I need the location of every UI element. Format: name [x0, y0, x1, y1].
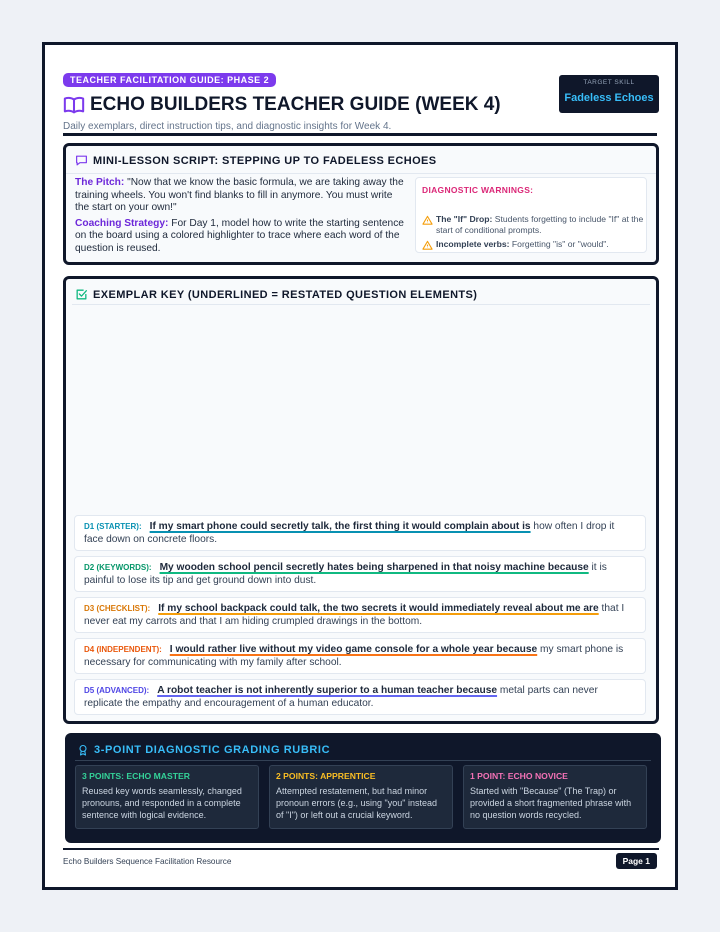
exemplar-tag: D5 (ADVANCED): [84, 686, 150, 695]
warning-text [436, 214, 644, 235]
exemplar-divider [72, 304, 650, 305]
target-skill-value: Fadeless Echoes [564, 92, 654, 104]
open-book-icon [63, 94, 85, 116]
exemplar-day-2 [74, 556, 646, 592]
rubric-heading-text: 3-POINT DIAGNOSTIC GRADING RUBRIC [94, 744, 331, 756]
rubric-level-description: Started with "Because" (The Trap) or provided a short fragmented phrase with no question words recycled. [470, 786, 632, 820]
exemplar-key-card [63, 276, 659, 724]
rubric-level-description: Attempted restatement, but had minor pronoun errors (e.g., using "you" instead of "I") or left out a crucial keyword. [276, 786, 437, 820]
exemplar-tag: D4 (INDEPENDENT): [84, 645, 162, 654]
phase-badge: TEACHER FACILITATION GUIDE: PHASE 2 [63, 73, 276, 87]
mini-lesson-heading [75, 154, 437, 167]
award-ribbon-icon [77, 744, 89, 756]
page-subtitle: Daily exemplars, direct instruction tips, and diagnostic insights for Week 4. [63, 121, 392, 132]
warning-triangle-icon [422, 215, 433, 226]
coaching-label: Coaching Strategy: [75, 217, 169, 229]
pitch-text: "Now that we know the basic formula, we are taking away the training wheels. You won't find blanks to fill in anymore. You must write the start on your own!" [75, 177, 404, 214]
warning-triangle-icon [422, 240, 433, 251]
rubric-level-description: Reused key words seamlessly, changed pronouns, and responded in a complete sentence with logical evidence. [82, 786, 242, 820]
warning-item [422, 239, 644, 251]
exemplar-restated-part: I would rather live without my video game console for a whole year because [169, 644, 538, 655]
mini-lesson-script [75, 177, 405, 259]
exemplar-answer-part: how often I drop it face down on concrete floors. [84, 521, 615, 545]
exemplar-answer-part: it is painful to lose its tip and get ground down into dust. [84, 562, 607, 586]
target-skill-box [559, 75, 659, 113]
rubric-level-title: 2 POINTS: APPRENTICE [276, 771, 376, 781]
header-divider [63, 133, 657, 136]
mini-lesson-card [63, 143, 659, 265]
rubric-divider [75, 760, 651, 761]
pitch-paragraph [75, 177, 405, 215]
page-title: ECHO BUILDERS TEACHER GUIDE (WEEK 4) [90, 94, 501, 115]
footer-text: Echo Builders Sequence Facilitation Resource [63, 857, 232, 866]
exemplar-restated-part: A robot teacher is not inherently superior to a human teacher because [157, 685, 498, 696]
exemplar-day-1 [74, 515, 646, 551]
warning-description: Students forgetting to include "If" at the start of conditional prompts. [436, 214, 644, 235]
rubric-level-1 [463, 765, 647, 829]
warning-item [422, 214, 644, 235]
footer-divider [63, 848, 659, 850]
mini-lesson-heading-text: MINI-LESSON SCRIPT: STEPPING UP TO FADELESS ECHOES [93, 154, 437, 167]
exemplar-day-3 [74, 597, 646, 633]
mini-lesson-divider [66, 173, 656, 174]
rubric-heading [77, 744, 330, 756]
coaching-paragraph [75, 218, 405, 256]
warning-label: Incomplete verbs: [436, 239, 510, 249]
exemplar-key-heading [75, 288, 477, 301]
exemplar-key-heading-text: EXEMPLAR KEY (UNDERLINED = RESTATED QUESTION ELEMENTS) [93, 288, 478, 301]
exemplar-answer-part: metal parts can never replicate the empathy and encouragement of a human educator. [84, 685, 598, 709]
exemplar-day-4 [74, 638, 646, 674]
rubric-level-2 [269, 765, 453, 829]
pitch-label: The Pitch: [75, 177, 125, 188]
warning-label: The "If" Drop: [436, 214, 493, 224]
exemplar-answer-part: my smart phone is necessary for communicating with my family after school. [84, 644, 624, 668]
grading-rubric-panel [65, 733, 661, 843]
diagnostic-warnings-box [415, 177, 647, 253]
page-number: Page 1 [616, 853, 657, 869]
guide-page [42, 42, 678, 890]
warning-text [436, 239, 609, 251]
exemplar-tag: D1 (STARTER): [84, 522, 142, 531]
exemplar-restated-part: If my school backpack could talk, the two secrets it would immediately reveal about me are [158, 603, 599, 614]
coaching-text: For Day 1, model how to write the starting sentence on the board using a colored highlighter to trace where each word of the question is reused. [75, 217, 404, 254]
checkbox-check-icon [75, 288, 88, 301]
rubric-level-title: 1 POINT: ECHO NOVICE [470, 771, 568, 781]
exemplar-restated-part: If my smart phone could secretly talk, the first thing it would complain about is [149, 521, 531, 532]
header [63, 70, 659, 132]
target-skill-label: TARGET SKILL [583, 79, 635, 86]
exemplar-day-5 [74, 679, 646, 715]
rubric-level-3 [75, 765, 259, 829]
exemplar-tag: D3 (CHECKLIST): [84, 604, 151, 613]
rubric-level-title: 3 POINTS: ECHO MASTER [82, 771, 190, 781]
exemplar-answer-part: that I never eat my carrots and that I am hiding crumpled drawings in the bottom. [84, 603, 625, 627]
speech-bubble-icon [75, 154, 88, 167]
diagnostic-warnings-title: DIAGNOSTIC WARNINGS: [422, 185, 534, 195]
warning-description: Forgetting "is" or "would". [509, 239, 609, 249]
exemplar-tag: D2 (KEYWORDS): [84, 563, 152, 572]
exemplar-restated-part: My wooden school pencil secretly hates being sharpened in that noisy machine because [159, 562, 589, 573]
